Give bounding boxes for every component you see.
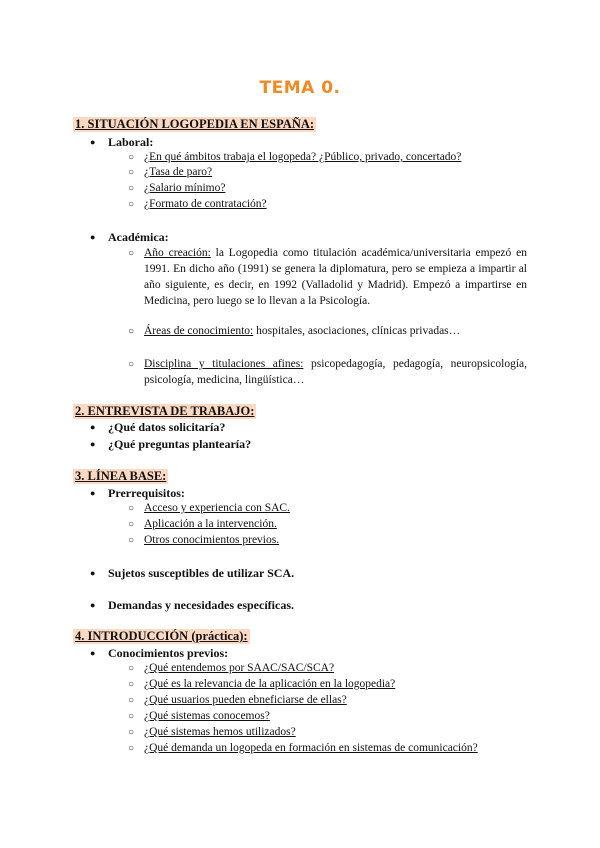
circle-bullet-icon: ○ [128, 359, 135, 370]
circle-bullet-icon: ○ [128, 183, 135, 194]
bullet-demandas [90, 598, 294, 613]
bullet-academica [90, 230, 169, 245]
bullet-question [90, 420, 225, 435]
bullet-icon: ● [90, 488, 96, 498]
section-heading-entrevista: 2. ENTREVISTA DE TRABAJO: [75, 404, 255, 418]
list-item-text: ¿Salario mínimo? [144, 182, 226, 194]
circle-bullet-icon: ○ [128, 503, 135, 514]
bullet-conocimientos [90, 646, 228, 661]
list-item-text: ¿Qué entendemos por SAAC/SAC/SCA? [144, 662, 335, 674]
list-item-text: ¿Qué demanda un logopeda en formación en sistemas de comunicación? [144, 742, 478, 754]
circle-bullet-icon: ○ [128, 152, 135, 163]
bullet-icon: ● [90, 439, 96, 449]
bullet-label: ¿Qué datos solicitaría? [108, 420, 226, 434]
list-item [128, 181, 225, 196]
list-item-text: ¿Qué sistemas hemos utilizados? [144, 726, 296, 738]
paragraph-ano-creacion [144, 245, 527, 309]
list-item [128, 693, 347, 708]
list-item-text: ¿Qué sistemas conocemos? [144, 710, 270, 722]
circle-bullet-icon: ○ [128, 663, 135, 674]
bullet-label: Sujetos susceptibles de utilizar SCA. [108, 566, 295, 580]
circle-bullet-icon: ○ [128, 535, 135, 546]
bullet-prerrequisitos [90, 486, 185, 501]
circle-bullet-icon: ○ [128, 519, 135, 530]
paragraph-text: la Logopedia como titulación académica/universitaria empezó en 1991. En dicho año (1991) se genera la diplomatura, pero se empieza a impartir al año siguiente, es decir, en 1992 (Valladolid y Madrid). Empezó a impartirse en Medicina, pero luego se lo llevan a la Psicología. [144, 247, 527, 307]
section-heading-introduccion: 4. INTRODUCCIÓN (práctica): [75, 629, 248, 643]
list-item [128, 533, 279, 548]
paragraph-label: Año creación: [144, 247, 211, 259]
list-item-text: Aplicación a la intervención. [144, 518, 277, 530]
bullet-label: ¿Qué preguntas plantearía? [108, 437, 252, 451]
circle-bullet-icon: ○ [128, 727, 135, 738]
bullet-icon: ● [90, 137, 96, 147]
list-item [128, 725, 296, 740]
list-item-text: ¿En qué ámbitos trabaja el logopeda? ¿Público, privado, concertado? [144, 151, 462, 163]
bullet-icon: ● [90, 600, 96, 610]
paragraph-label: Disciplina y titulaciones afines: [144, 358, 304, 370]
circle-bullet-icon: ○ [128, 167, 135, 178]
circle-bullet-icon: ○ [128, 248, 135, 259]
circle-bullet-icon: ○ [128, 199, 135, 210]
bullet-icon: ● [90, 422, 96, 432]
circle-bullet-icon: ○ [128, 743, 135, 754]
bullet-icon: ● [90, 232, 96, 242]
list-item [128, 677, 395, 692]
paragraph-text: hospitales, asociaciones, clínicas privadas… [253, 325, 461, 337]
paragraph-areas [144, 323, 527, 339]
list-item [128, 517, 277, 532]
bullet-sujetos [90, 566, 294, 581]
list-item [128, 165, 212, 180]
list-item [128, 741, 478, 756]
bullet-icon: ● [90, 568, 96, 578]
list-item [128, 661, 334, 676]
bullet-label: Prerrequisitos: [108, 486, 185, 500]
list-item-text: Acceso y experiencia con SAC. [144, 502, 290, 514]
list-item [128, 150, 461, 165]
bullet-laboral [90, 135, 153, 150]
list-item [128, 709, 270, 724]
list-item-text: ¿Formato de contratación? [144, 198, 267, 210]
list-item [128, 501, 290, 516]
list-item-text: ¿Qué usuarios pueden ebneficiarse de ellas? [144, 694, 347, 706]
list-item-text: ¿Tasa de paro? [144, 166, 213, 178]
section-heading-linea-base: 3. LÍNEA BASE: [75, 469, 167, 483]
bullet-label: Conocimientos previos: [108, 646, 229, 660]
document-title: TEMA 0. [259, 78, 341, 98]
circle-bullet-icon: ○ [128, 679, 135, 690]
paragraph-text: psicopedagogía, pedagogía, neuropsicología, psicología, medicina, lingüística… [144, 358, 527, 386]
bullet-label: Laboral: [108, 135, 154, 149]
paragraph-label: Áreas de conocimiento: [144, 325, 254, 337]
circle-bullet-icon: ○ [128, 711, 135, 722]
section-heading-situacion: 1. SITUACIÓN LOGOPEDIA EN ESPAÑA: [75, 117, 315, 131]
bullet-label: Demandas y necesidades específicas. [108, 598, 294, 612]
circle-bullet-icon: ○ [128, 326, 135, 337]
bullet-icon: ● [90, 648, 96, 658]
paragraph-disciplina [144, 356, 527, 388]
list-item-text: Otros conocimientos previos. [144, 534, 280, 546]
list-item-text: ¿Qué es la relevancia de la aplicación en la logopedia? [144, 678, 396, 690]
bullet-question [90, 437, 251, 452]
circle-bullet-icon: ○ [128, 695, 135, 706]
list-item [128, 197, 267, 212]
bullet-label: Académica: [108, 230, 169, 244]
